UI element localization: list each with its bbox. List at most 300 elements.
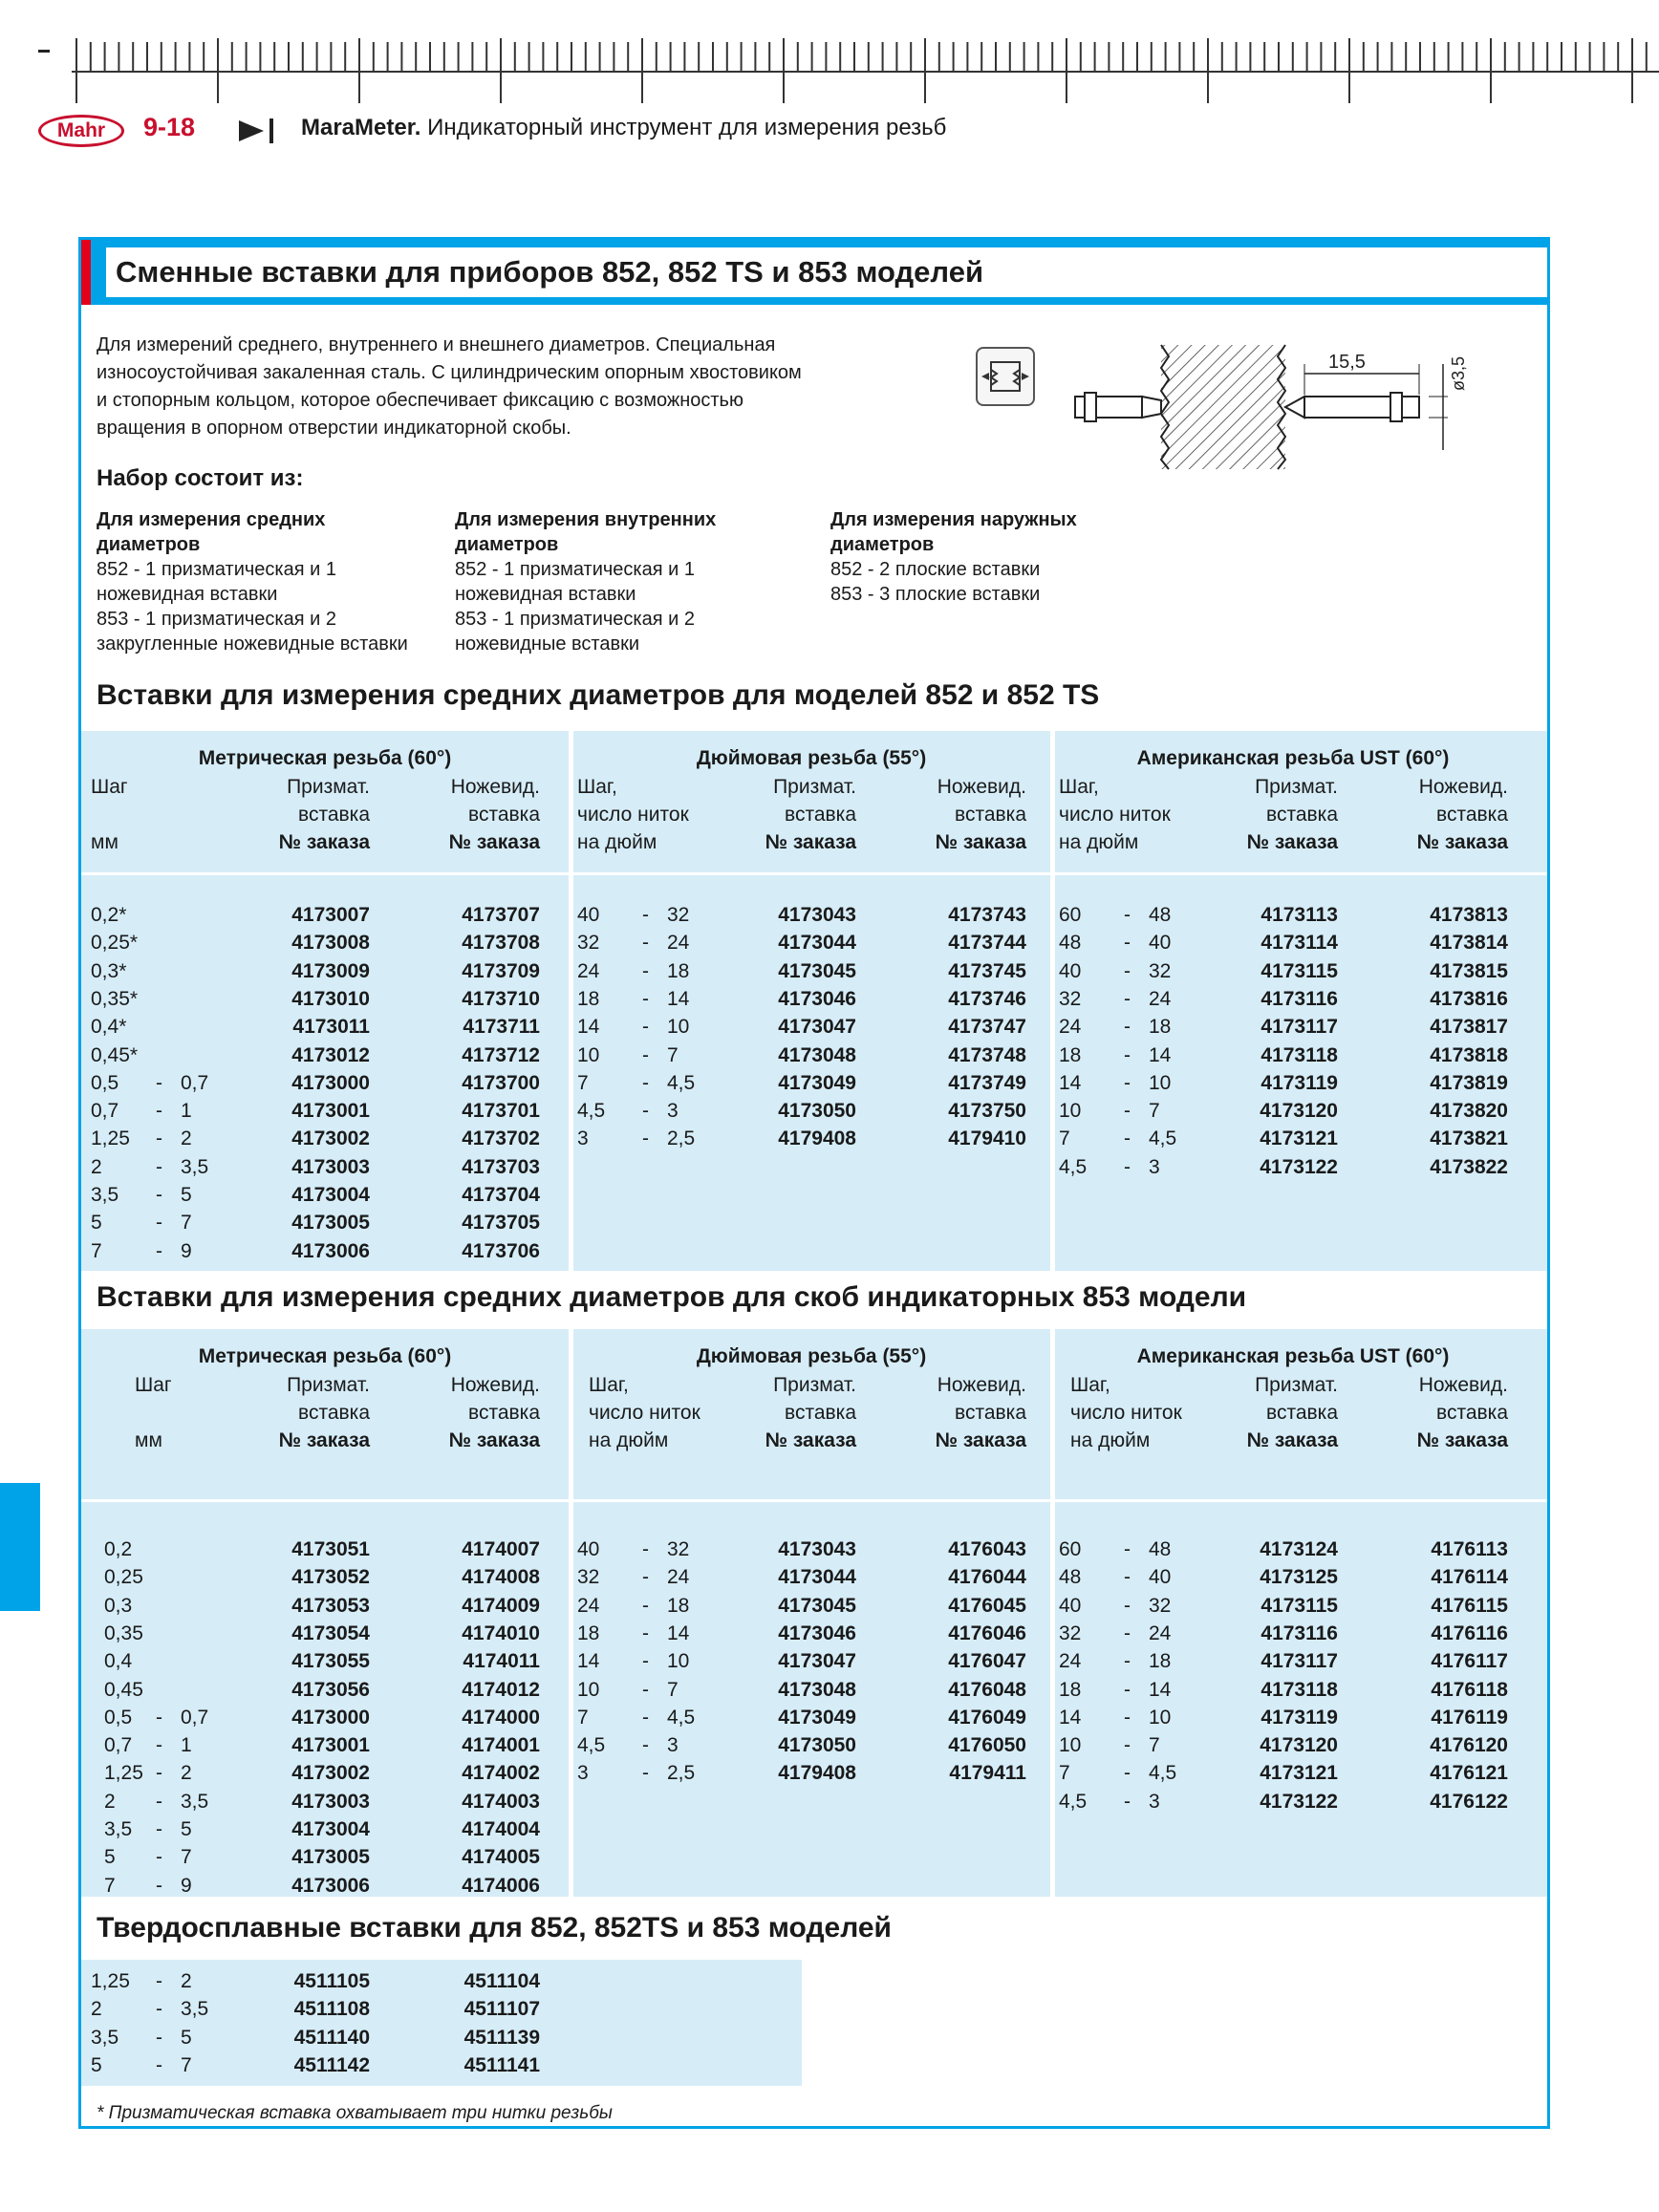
knife-order-number: 4174003 — [462, 1790, 540, 1813]
knife-order-number: 4173821 — [1430, 1127, 1508, 1150]
prism-order-number: 4173114 — [1260, 932, 1338, 955]
knife-order-number: 4176045 — [948, 1594, 1026, 1617]
pitch-to: 18 — [667, 959, 690, 982]
prism-order-number: 4173116 — [1260, 987, 1338, 1010]
pitch-dash: - — [156, 1818, 162, 1840]
column-header-label: вставка — [298, 1402, 370, 1424]
column-header-label: Шаг, — [589, 1374, 629, 1396]
prism-order-number: 4173118 — [1260, 1043, 1338, 1066]
prism-order-number: 4173119 — [1260, 1071, 1338, 1094]
pitch-dash: - — [156, 1734, 162, 1757]
group-title: Американская резьба UST (60°) — [1136, 1345, 1450, 1367]
pitch-to: 48 — [1149, 1538, 1172, 1560]
column-header-label: число ниток — [577, 804, 689, 826]
prism-order-number: 4173012 — [291, 1043, 370, 1066]
section3-title: Твердосплавные вставки для 852, 852TS и 853 моделей — [97, 1912, 893, 1944]
prism-order-number: 4173004 — [291, 1818, 370, 1840]
pitch-from: 5 — [91, 2053, 102, 2076]
knife-order-number: 4173711 — [463, 1016, 540, 1039]
pitch-to: 14 — [1149, 1678, 1172, 1701]
kit-column-heading: Для измерения внутренних — [455, 509, 717, 530]
pitch-from: 10 — [577, 1678, 600, 1701]
knife-order-number: 4176118 — [1431, 1678, 1508, 1701]
column-header-label: Призмат. — [1255, 776, 1338, 798]
prism-order-number: 4173048 — [778, 1678, 856, 1701]
prism-order-number: 4173006 — [291, 1239, 370, 1262]
knife-order-number: 4174007 — [462, 1538, 540, 1560]
pitch-dash: - — [156, 1100, 162, 1123]
kit-column-line: 853 - 1 призматическая и 2 — [455, 609, 695, 630]
pitch-to: 9 — [181, 1874, 192, 1897]
pitch-dash: - — [156, 1071, 162, 1094]
knife-order-number: 4173702 — [462, 1127, 540, 1150]
column-header-label: на дюйм — [577, 831, 657, 853]
pitch-from: 40 — [1059, 1594, 1082, 1617]
pitch-from: 0,45* — [91, 1043, 139, 1066]
insert-table — [81, 1329, 1547, 1897]
knife-order-number: 4174000 — [462, 1706, 540, 1729]
pitch-to: 18 — [1149, 1016, 1172, 1039]
pitch-to: 24 — [1149, 1621, 1172, 1644]
pitch-dash: - — [1124, 904, 1131, 926]
column-header-label: № заказа — [448, 831, 540, 853]
pitch-from: 0,45 — [104, 1678, 143, 1701]
pitch-dash: - — [1124, 1071, 1131, 1094]
pitch-to: 32 — [1149, 959, 1172, 982]
knife-order-number: 4176046 — [948, 1621, 1026, 1644]
knife-order-number: 4173818 — [1430, 1043, 1508, 1066]
pitch-dash: - — [156, 1790, 162, 1813]
pitch-dash: - — [156, 1239, 162, 1262]
pitch-from: 24 — [577, 959, 600, 982]
pitch-to: 7 — [667, 1043, 679, 1066]
kit-column-heading: диаметров — [830, 534, 935, 555]
pitch-to: 1 — [181, 1734, 192, 1757]
knife-order-number: 4173701 — [462, 1100, 540, 1123]
column-header-label: вставка — [468, 804, 540, 826]
kit-column-line: 852 - 1 призматическая и 1 — [97, 559, 336, 580]
prism-order-number: 4173051 — [291, 1538, 370, 1560]
prism-order-number: 4173043 — [778, 904, 856, 926]
column-header-label: Шаг — [135, 1374, 172, 1396]
intro-text — [97, 332, 851, 442]
column-header-label: № заказа — [1246, 1429, 1338, 1451]
prism-order-number: 4173045 — [778, 1594, 856, 1617]
pitch-to: 40 — [1149, 1566, 1172, 1589]
prism-order-number: 4173005 — [291, 1212, 370, 1235]
pitch-to: 7 — [181, 1846, 192, 1869]
column-header-label: Ножевид. — [937, 776, 1026, 798]
pitch-from: 32 — [577, 932, 600, 955]
prism-order-number: 4179408 — [778, 1762, 856, 1785]
knife-order-number: 4173819 — [1430, 1071, 1508, 1094]
pitch-from: 40 — [577, 1538, 600, 1560]
prism-order-number: 4173125 — [1260, 1566, 1338, 1589]
section1-title: Вставки для измерения средних диаметров для моделей 852 и 852 TS — [97, 679, 1100, 711]
kit-column — [455, 507, 716, 656]
pitch-from: 4,5 — [577, 1100, 606, 1123]
knife-order-number: 4174005 — [462, 1846, 540, 1869]
kit-column-line: 852 - 2 плоские вставки — [830, 559, 1041, 580]
pitch-from: 24 — [577, 1594, 600, 1617]
pitch-from: 60 — [1059, 1538, 1082, 1560]
pitch-to: 24 — [667, 1566, 690, 1589]
column-header-label: число ниток — [589, 1402, 700, 1424]
column-header-label: Ножевид. — [937, 1374, 1026, 1396]
pitch-from: 14 — [1059, 1071, 1082, 1094]
header-brand: MaraMeter. — [301, 115, 421, 140]
pitch-dash: - — [1124, 1594, 1131, 1617]
pitch-to: 5 — [181, 1184, 192, 1206]
knife-order-number: 4174008 — [462, 1566, 540, 1589]
knife-order-number: 4511139 — [463, 2026, 540, 2049]
pitch-to: 3 — [667, 1100, 679, 1123]
pitch-from: 18 — [577, 987, 600, 1010]
pitch-dash: - — [642, 1650, 649, 1673]
pitch-dash: - — [642, 1071, 649, 1094]
pitch-from: 7 — [577, 1706, 589, 1729]
pitch-to: 2 — [181, 1970, 192, 1992]
column-header-label: Призмат. — [773, 1374, 856, 1396]
prism-order-number: 4173115 — [1260, 1594, 1338, 1617]
prism-order-number: 4173049 — [778, 1071, 856, 1094]
pitch-dash: - — [156, 1212, 162, 1235]
pitch-from: 0,2 — [104, 1538, 133, 1560]
prism-order-number: 4173116 — [1260, 1621, 1338, 1644]
knife-order-number: 4176047 — [948, 1650, 1026, 1673]
prism-order-number: 4173002 — [291, 1127, 370, 1150]
prism-order-number: 4173122 — [1260, 1790, 1338, 1813]
knife-order-number: 4176113 — [1431, 1538, 1508, 1560]
pitch-to: 3,5 — [181, 1998, 209, 2021]
pitch-dash: - — [1124, 1650, 1131, 1673]
pitch-from: 3 — [577, 1762, 589, 1785]
pitch-from: 2 — [91, 1155, 102, 1178]
column-header-label: № заказа — [278, 831, 370, 853]
pitch-dash: - — [642, 1016, 649, 1039]
kit-column-line: 852 - 1 призматическая и 1 — [455, 559, 695, 580]
knife-order-number: 4173747 — [948, 1016, 1026, 1039]
prism-order-number: 4173115 — [1260, 959, 1338, 982]
page-dash — [38, 50, 50, 53]
prism-order-number: 4173046 — [778, 987, 856, 1010]
column-header-label: Ножевид. — [450, 1374, 540, 1396]
pitch-from: 2 — [104, 1790, 116, 1813]
knife-order-number: 4174009 — [462, 1594, 540, 1617]
prism-order-number: 4173046 — [778, 1621, 856, 1644]
pitch-from: 14 — [577, 1016, 600, 1039]
pitch-from: 0,5 — [91, 1071, 119, 1094]
side-tab — [0, 1483, 40, 1611]
pitch-from: 0,3 — [104, 1594, 133, 1617]
column-header-label: Ножевид. — [1418, 1374, 1508, 1396]
pitch-from: 40 — [577, 904, 600, 926]
prism-order-number: 4173119 — [1260, 1706, 1338, 1729]
pitch-to: 14 — [667, 987, 690, 1010]
knife-order-number: 4179411 — [949, 1762, 1026, 1785]
pitch-from: 10 — [1059, 1734, 1082, 1757]
pitch-dash: - — [1124, 959, 1131, 982]
prism-order-number: 4173113 — [1260, 904, 1338, 926]
prism-order-number: 4173118 — [1260, 1678, 1338, 1701]
pitch-from: 18 — [577, 1621, 600, 1644]
column-header-label: Призмат. — [287, 1374, 370, 1396]
intro-line: вращения в опорном отверстии индикаторной скобы. — [97, 418, 571, 439]
knife-order-number: 4173709 — [462, 959, 540, 982]
pitch-to: 2 — [181, 1762, 192, 1785]
pitch-from: 7 — [577, 1071, 589, 1094]
pitch-from: 3,5 — [91, 1184, 119, 1206]
pitch-from: 40 — [1059, 959, 1082, 982]
pitch-from: 32 — [1059, 1621, 1082, 1644]
prism-order-number: 4173007 — [291, 904, 370, 926]
knife-order-number: 4176043 — [948, 1538, 1026, 1560]
column-header-label: № заказа — [448, 1429, 540, 1451]
column-header-label: Призмат. — [287, 776, 370, 798]
column-header-label: Шаг, — [1070, 1374, 1110, 1396]
insert-drawing — [1066, 335, 1524, 479]
pitch-from: 0,4* — [91, 1016, 127, 1039]
column-header-label: Шаг, — [1059, 776, 1099, 798]
column-header-label: вставка — [1266, 1402, 1338, 1424]
prism-order-number: 4511142 — [293, 2053, 370, 2076]
knife-order-number: 4173705 — [462, 1212, 540, 1235]
prism-order-number: 4173003 — [291, 1790, 370, 1813]
knife-order-number: 4511141 — [463, 2053, 540, 2076]
pitch-dash: - — [642, 1127, 649, 1150]
prism-order-number: 4173121 — [1260, 1127, 1338, 1150]
knife-order-number: 4174011 — [463, 1650, 540, 1673]
group-title: Американская резьба UST (60°) — [1136, 747, 1450, 769]
prism-order-number: 4173006 — [291, 1874, 370, 1897]
knife-order-number: 4173706 — [462, 1239, 540, 1262]
knife-order-number: 4173814 — [1430, 932, 1508, 955]
pitch-to: 32 — [667, 1538, 690, 1560]
pitch-dash: - — [1124, 1734, 1131, 1757]
pitch-from: 14 — [1059, 1706, 1082, 1729]
knife-order-number: 4176122 — [1430, 1790, 1508, 1813]
knife-order-number: 4174010 — [462, 1621, 540, 1644]
prism-order-number: 4173047 — [778, 1016, 856, 1039]
pitch-dash: - — [156, 1846, 162, 1869]
pitch-dash: - — [642, 959, 649, 982]
ruler-scale — [0, 0, 1659, 105]
pitch-dash: - — [1124, 1016, 1131, 1039]
column-divider — [1050, 731, 1055, 1271]
prism-order-number: 4179408 — [778, 1127, 856, 1150]
knife-order-number: 4173817 — [1430, 1016, 1508, 1039]
prism-order-number: 4173056 — [291, 1678, 370, 1701]
knife-order-number: 4174006 — [462, 1874, 540, 1897]
pitch-dash: - — [642, 1706, 649, 1729]
column-header-label: № заказа — [765, 831, 856, 853]
prism-order-number: 4173044 — [778, 1566, 856, 1589]
arrow-bar-icon — [269, 118, 273, 143]
pitch-from: 2 — [91, 1998, 102, 2021]
pitch-from: 48 — [1059, 1566, 1082, 1589]
column-header-label: Призмат. — [773, 776, 856, 798]
pitch-dash: - — [156, 1970, 162, 1992]
knife-order-number: 4173813 — [1430, 904, 1508, 926]
knife-order-number: 4174001 — [462, 1734, 540, 1757]
pitch-dash: - — [156, 1155, 162, 1178]
knife-order-number: 4173744 — [948, 932, 1026, 955]
pitch-to: 4,5 — [1149, 1762, 1177, 1785]
knife-order-number: 4176049 — [948, 1706, 1026, 1729]
page-number: 9-18 — [143, 113, 196, 141]
pitch-to: 0,7 — [181, 1071, 209, 1094]
pitch-from: 14 — [577, 1650, 600, 1673]
kit-column-heading: Для измерения наружных — [830, 509, 1077, 530]
column-header-label: вставка — [1436, 1402, 1508, 1424]
kit-column-line: ножевидная вставки — [455, 584, 636, 605]
knife-order-number: 4173704 — [462, 1184, 540, 1206]
pitch-dash: - — [1124, 1100, 1131, 1123]
kit-column-heading: диаметров — [455, 534, 559, 555]
pitch-dash: - — [642, 904, 649, 926]
group-title: Метрическая резьба (60°) — [198, 747, 452, 769]
column-header-label: вставка — [785, 1402, 856, 1424]
prism-order-number: 4173001 — [291, 1734, 370, 1757]
pitch-to: 3 — [1149, 1790, 1160, 1813]
pitch-dash: - — [642, 1566, 649, 1589]
column-header-label: № заказа — [278, 1429, 370, 1451]
column-header-label: вставка — [955, 804, 1026, 826]
pitch-to: 14 — [1149, 1043, 1172, 1066]
knife-order-number: 4176117 — [1431, 1650, 1508, 1673]
column-header-label: № заказа — [935, 831, 1026, 853]
pitch-dash: - — [156, 1184, 162, 1206]
thread-pitch-icon — [976, 347, 1035, 406]
prism-order-number: 4511140 — [293, 2026, 370, 2049]
prism-order-number: 4173124 — [1260, 1538, 1338, 1560]
knife-order-number: 4176119 — [1431, 1706, 1508, 1729]
knife-order-number: 4173708 — [462, 932, 540, 955]
group-title: Метрическая резьба (60°) — [198, 1345, 452, 1367]
pitch-dash: - — [1124, 1566, 1131, 1589]
pitch-dash: - — [1124, 1538, 1131, 1560]
column-header-label: Призмат. — [1255, 1374, 1338, 1396]
pitch-dash: - — [642, 1734, 649, 1757]
pitch-from: 18 — [1059, 1043, 1082, 1066]
pitch-dash: - — [642, 1594, 649, 1617]
knife-order-number: 4173743 — [948, 904, 1026, 926]
column-header-label: вставка — [1436, 804, 1508, 826]
knife-order-number: 4174002 — [462, 1762, 540, 1785]
pitch-to: 10 — [1149, 1071, 1172, 1094]
prism-order-number: 4173008 — [291, 932, 370, 955]
knife-order-number: 4173707 — [462, 904, 540, 926]
column-header-label: мм — [91, 831, 118, 853]
column-header-label: на дюйм — [1059, 831, 1139, 853]
knife-order-number: 4176048 — [948, 1678, 1026, 1701]
prism-order-number: 4173011 — [292, 1016, 370, 1039]
pitch-from: 32 — [1059, 987, 1082, 1010]
column-divider — [569, 1329, 573, 1897]
group-title: Дюймовая резьба (55°) — [696, 747, 927, 769]
knife-order-number: 4173700 — [462, 1071, 540, 1094]
pitch-dash: - — [156, 1998, 162, 2021]
column-header-label: вставка — [298, 804, 370, 826]
kit-column-line: 853 - 1 призматическая и 2 — [97, 609, 336, 630]
pitch-dash: - — [156, 1874, 162, 1897]
prism-order-number: 4173002 — [291, 1762, 370, 1785]
column-divider — [1050, 1329, 1055, 1897]
prism-order-number: 4173043 — [778, 1538, 856, 1560]
pitch-dash: - — [1124, 1043, 1131, 1066]
pitch-to: 10 — [667, 1650, 690, 1673]
pitch-to: 5 — [181, 1818, 192, 1840]
knife-order-number: 4173816 — [1430, 987, 1508, 1010]
pitch-dash: - — [642, 932, 649, 955]
pitch-from: 7 — [91, 1239, 102, 1262]
pitch-from: 60 — [1059, 904, 1082, 926]
pitch-to: 32 — [667, 904, 690, 926]
pitch-from: 4,5 — [1059, 1155, 1088, 1178]
pitch-from: 0,35 — [104, 1621, 143, 1644]
pitch-from: 0,35* — [91, 987, 139, 1010]
pitch-from: 0,3* — [91, 959, 127, 982]
column-header-label: Шаг — [91, 776, 128, 798]
knife-order-number: 4176050 — [948, 1734, 1026, 1757]
pitch-from: 7 — [1059, 1762, 1070, 1785]
knife-order-number: 4173710 — [462, 987, 540, 1010]
pitch-to: 2,5 — [667, 1762, 696, 1785]
knife-order-number: 4173750 — [948, 1100, 1026, 1123]
kit-column — [830, 507, 1077, 607]
pitch-from: 7 — [104, 1874, 116, 1897]
pitch-to: 4,5 — [1149, 1127, 1177, 1150]
column-header-label: число ниток — [1070, 1402, 1182, 1424]
pitch-dash: - — [156, 2026, 162, 2049]
panel-title: Сменные вставки для приборов 852, 852 TS и 853 моделей — [106, 247, 1547, 297]
pitch-to: 2 — [181, 1127, 192, 1150]
footnote: * Призматическая вставка охватывает три нитки резьбы — [97, 2103, 613, 2123]
prism-order-number: 4173000 — [291, 1071, 370, 1094]
pitch-dash: - — [1124, 1762, 1131, 1785]
knife-order-number: 4179410 — [948, 1127, 1026, 1150]
prism-order-number: 4173054 — [291, 1621, 370, 1644]
column-header-label: № заказа — [935, 1429, 1026, 1451]
carbide-table — [81, 1960, 802, 2086]
pitch-from: 1,25 — [91, 1970, 130, 1992]
pitch-dash: - — [1124, 932, 1131, 955]
column-header-label: вставка — [468, 1402, 540, 1424]
pitch-dash: - — [642, 1678, 649, 1701]
pitch-from: 0,25* — [91, 932, 139, 955]
pitch-dash: - — [642, 1762, 649, 1785]
pitch-from: 1,25 — [91, 1127, 130, 1150]
pitch-dash: - — [642, 987, 649, 1010]
pitch-to: 3 — [667, 1734, 679, 1757]
prism-order-number: 4173052 — [291, 1566, 370, 1589]
pitch-dash: - — [1124, 1790, 1131, 1813]
knife-order-number: 4173749 — [948, 1071, 1026, 1094]
pitch-dash: - — [1124, 987, 1131, 1010]
prism-order-number: 4173050 — [778, 1100, 856, 1123]
pitch-from: 0,4 — [104, 1650, 133, 1673]
pitch-from: 10 — [1059, 1100, 1082, 1123]
pitch-dash: - — [1124, 1155, 1131, 1178]
kit-title: Набор состоит из: — [97, 465, 304, 491]
knife-order-number: 4176116 — [1431, 1621, 1508, 1644]
knife-order-number: 4173820 — [1430, 1100, 1508, 1123]
pitch-to: 18 — [1149, 1650, 1172, 1673]
pitch-to: 32 — [1149, 1594, 1172, 1617]
column-header-label: № заказа — [765, 1429, 856, 1451]
pitch-to: 9 — [181, 1239, 192, 1262]
knife-order-number: 4173712 — [462, 1043, 540, 1066]
